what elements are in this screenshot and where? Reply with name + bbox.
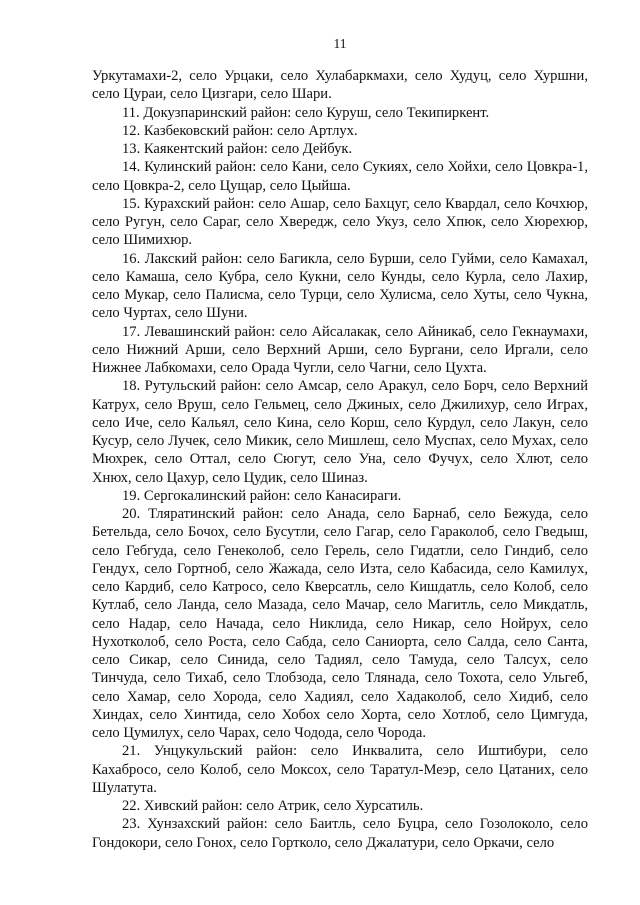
paragraph: 18. Рутульский район: село Амсар, село Аракул, село Борч, село Верхний Катрух, село Вруш, село Гельмец, село Джиных, село Джилихур, село Играх, село Иче, село Кальял, село Кина, село Корш, село Курдул, село Лакун, село Кусур, село Лучек, село Микик, село Мишлеш, село Муспах, село Мухах, село Мюхрек, село Оттал, село Сюгут, село Уна, село Фучух, село Хлют, село Хнюх, село Цахур, село Цудик, село Шиназ.	[92, 378, 588, 486]
paragraph: 13. Каякентский район: село Дейбук.	[122, 141, 353, 157]
paragraph: 11. Докузпаринский район: село Куруш, село Текипиркент.	[122, 104, 490, 121]
paragraph: 17. Левашинский район: село Айсалакак, село Айникаб, село Гекнаумахи, село Нижний Арши, село Верхний Арши, село Бургани, село Иргали, село Нижнее Лабкомахи, село Орада Чугли, село Чагни, село Цухта.	[92, 323, 588, 376]
paragraph: 15. Курахский район: село Ашар, село Бахцуг, село Квардал, село Кочхюр, село Ругун, село Сараг, село Хвередж, село Укуз, село Хпюк, село Хюрехюр, село Шимихюр.	[92, 195, 588, 249]
paragraph: 22. Хивский район: село Атрик, село Хурсатиль.	[122, 798, 424, 814]
document-body	[92, 67, 588, 852]
paragraph: 14. Кулинский район: село Кани, село Сукиях, село Хойхи, село Цовкра-1, село Цовкра-2, село Цущар, село Цыйша.	[92, 159, 588, 194]
paragraph: 19. Сергокалинский район: село Канасираги.	[122, 487, 402, 504]
paragraph: 12. Казбековский район: село Артлух.	[122, 122, 358, 139]
page-number: 11	[333, 36, 347, 51]
paragraph: 21. Унцукульский район: село Инквалита, село Иштибури, село Кахабросо, село Колоб, село Моксох, село Таратул-Меэр, село Цатаних, село Шулатута.	[92, 743, 588, 796]
paragraph: 20. Тляратинский район: село Анада, село Барнаб, село Бежуда, село Бетельда, село Бочох, село Бусутли, село Гагар, село Гараколоб, село Гведыш, село Гебгуда, село Генеколоб, село Герель, село Гидатли, село Гиндиб, село Гендух, село Гортноб, село Жажада, село Изта, село Кабасида, село Камилух, село Кардиб, село Катросо, село Кверсатль, село Кишдатль, село Колоб, село Кутлаб, село Ланда, село Мазада, село Мачар, село Магитль, село Микдатль, село Надар, село Начада, село Никлида, село Никар, село Нойрух, село Нухотколоб, село Роста, село Сабда, село Саниорта, село Салда, село Санта, село Сикар, село Синида, село Тадиял, село Тамуда, село Талсух, село Тинчуда, село Тихаб, село Тлобзода, село Тлянада, село Тохота, село Ульгеб, село Хамар, село Хорода, село Хадиял, село Хадаколоб, село Хидиб, село Хиндах, село Хинтида, село Хобох село Хорта, село Хотлоб, село Цимгуда, село Цумилух, село Чарах, село Чодода, село Чорода.	[92, 506, 588, 741]
paragraph: 16. Лакский район: село Багикла, село Бурши, село Гуйми, село Камахал, село Камаша, село Кубра, село Кукни, село Кунды, село Курла, село Лахир, село Мукар, село Палисма, село Турци, село Хулисма, село Хуты, село Чукна, село Чуртах, село Шуни.	[92, 250, 588, 322]
paragraph: Уркутамахи-2, село Урцаки, село Хулабаркмахи, село Худуц, село Хуршни, село Цураи, село Цизгари, село Шари.	[92, 68, 588, 103]
paragraph: 23. Хунзахский район: село Баитль, село Буцра, село Гозолоколо, село Гондокори, село Гонох, село Гортколо, село Джалатури, село Оркачи, село	[92, 816, 588, 851]
